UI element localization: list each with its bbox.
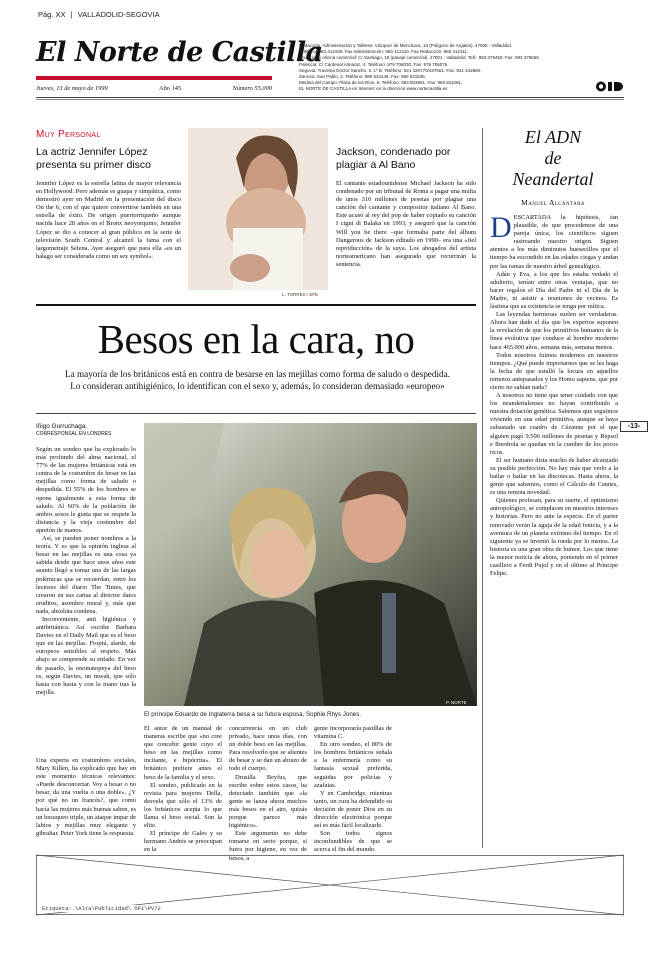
ojd-logo <box>595 80 623 93</box>
masthead-rule <box>36 76 272 80</box>
paragraph: A nosotros no tiene que tener cuidado con que los neandertalenses no hayan contribuido a nuestra dotación genética. Sabemos que seguimos viviendo en una edad primitiva, aunque se haya subastado un cuadro de Cézanne por el que alguien pagó 9.500 millones de pesetas y Repsol e Iberdrola se quedan en la cumbre de los pocos ricos. <box>490 392 618 456</box>
jackson-body <box>336 180 476 269</box>
imprint-line: Segovia: Travesía Doctor Sancho, 3. 1º B. Teléfono: 921 420770/437661. Fax: 921 442660. <box>299 67 482 73</box>
section-muy-personal-label: Muy Personal <box>36 129 101 140</box>
opinion-title-line: Neandertal <box>512 169 594 189</box>
paragraph: El sondeo, publicado en la revista para mujeres Della, desvela que sólo el 13% de los británicos acepta lo que llama el beso social. Son la elite. <box>144 781 222 830</box>
paragraph: concurrencia en un club privado, hace unos días, con un doble beso en las mejillas. Para resolverlo que se alientes de besar y se dan un abrazo de todo el cuerpo. <box>229 725 307 773</box>
header-rule-thin <box>36 99 624 100</box>
paragraph: Inconveniente, anti higiénica y antibritánica. Así escribe Barbara Davies en el Daily Mail que es el beso que en las mejillas. Froptú, alarde, de europeos sensibles al respeto. Más abajo se comprende su enfado. En vez de pasarlo, la onomatopeya del beso es, según Davies, un mwah, que sólo hasta con hasta y con la mano tras la mejilla. <box>36 615 136 696</box>
paragraph: En otro sondeo, el 80% de los hombres británicos señala a la enfermería como su fantasía sexual preferida, seguidas por policías y azafatas. <box>314 741 392 789</box>
jlo-photo-credit: L. TORRES / EFE <box>282 292 319 297</box>
footer-path: Etiqueta:.\Alta\Publicidad\ OF1\PV72 <box>42 905 161 912</box>
paragraph: Una experta en costumbres sociales, Mary Killen, ha explicado que hay en este momento técnicas relevantes: «Puede desconcertar. Voy a besar o no besar, da una vuelta o una doble». ¿Y por qué no un francés?, que como hacía las mujeres más buenas saben, es un besuqueo triple, un ataque impar de labios y mejillas muy elegante y gibraltar. Peter York tiene la respuesta. <box>36 757 136 837</box>
jlo-headline: La actriz Jennifer López presenta su primer disco <box>36 146 151 171</box>
issue-number: Número 55.000 <box>232 85 272 92</box>
paragraph: Todos nosotros fuimos modernos en nuestros tiempos. ¿Qué puede importarnos que se les haga la fecha de que estalló la locura en aquellos remotos antepasados y los Homo sapiens, que por cierto no sabían nada? <box>490 351 618 391</box>
muy-personal-rule <box>36 304 476 306</box>
masthead: El Norte de Castilla <box>36 37 323 68</box>
jackson-headline: Jackson, condenado por plagiar a Al Bano <box>336 146 451 171</box>
paragraph: Y en Cambridge, mientras tanto, un cura ha defendido su decisión de poner Dios en su dirección electrónica porque así es más fácil localizarle. <box>314 789 392 830</box>
dropcap: D <box>490 211 512 244</box>
main-col1b <box>36 757 136 847</box>
jlo-photo <box>188 128 328 290</box>
byline-name: Iñigo Gurruchaga. <box>36 423 88 430</box>
imprint-line: Palencia: C/ Cardenal Almaraz, 4. Teléfono: 979 706030. Fax: 979 706076. <box>299 61 449 67</box>
section-label: VALLADOLID-SEGOVIA <box>77 10 160 19</box>
imprint-line: Teléfono: 983 412100. Fax Administración: 983 412110. Fax Redacción: 983 412111. <box>299 49 469 55</box>
date-line <box>36 85 272 92</box>
paragraph: Las leyendas hermosas suelen ser verdaderas. Ahora han dado el día que los expertos suponen la revelación de que los primitivos humanos de la línea evolutiva que conduce al hombre moderno hace 465.000 años, semana más, semana menos. <box>490 311 618 351</box>
paragraph: gente incorporaría pastillas de vitamina C. <box>314 725 392 741</box>
paragraph: Son todos signos inconfundibles de que se acerca el fin del mundo. <box>314 830 392 854</box>
paragraph: Este argumento no debe tomarse en serio porque, si fuera por higiene, en vez de besos, a <box>229 830 307 862</box>
imprint-line: Redacción, Administración y Talleres: Vázquez de Menchaca, 10 (Polígono de Argales). 47008 - Valladolid. <box>299 43 512 48</box>
opinion-title-line: de <box>544 148 562 168</box>
paragraph: El autor de un manual de maneras escribe que «no cree que concebir gente cuyo el beso en las mejillas como incitante, e hipócrita». El británico prefiere antes el beso de la familia y el sexo. <box>144 725 222 781</box>
opinion-column-divider <box>482 128 483 848</box>
main-headline: Besos en la cara, no <box>97 316 415 362</box>
imprint-line: Anuncios y oficina comercial: C/ Santiago, 19 (pasaje comercial). 47001 - Valladolid. Telf.: 983 379450. Fax: 983 379550. <box>299 55 540 61</box>
issue-year: Año 145 <box>158 85 182 92</box>
opinion-title <box>488 127 618 190</box>
main-col2 <box>144 725 222 854</box>
main-col3 <box>229 725 307 862</box>
imprint-line: EL NORTE DE CASTILLA en Internet: en la dirección www.nortecastilla.es <box>299 86 448 92</box>
paragraph: Drusilla Beyfus, que escribe sobre estos casos, ha detectado también que «la gente se lanza ahora muchos más besos en el aire, quizás porque parece más higiénico». <box>229 773 307 830</box>
imprint-line: Zamora: San Pablo, 2. Teléfono: 980 534146. Fax: 980 531536. <box>299 74 427 80</box>
page-number-tab: -13- <box>620 421 648 432</box>
paragraph: El príncipe de Gales y su hermano Andrés se preocupan en la <box>144 830 222 854</box>
paragraph: El ser humano dista mucho de haber alcanzado su posible perfección. No hay más que verlo a la bailar o bailar en las discotecas. Hasta ahora, la gente que sabemos, como el Cálculo de Cannes, es una remota novedad. <box>490 456 618 497</box>
opinion-body <box>490 211 618 847</box>
main-photo-credit: P. NORTE <box>446 700 467 705</box>
main-photo-caption: El príncipe Eduardo de Inglaterra besa a su futura esposa, Sophie Rhys Jones. <box>144 711 362 718</box>
byline <box>36 423 136 437</box>
paragraph: El cantante estadounidense Michael Jackson ha sido condenado por un tribunal de Roma a pagar una multa de unos 310 millones de pesetas por plagiar una canción del cantante y compositor italiano Al Bano. Este acusó al rey del pop de haber copiado su canción I cigni di Balaka en 1993, y aseguró que la canción Will you be there –que formaba parte del álbum Dangerous de Jackson editado en 1990– era una «fiel reproducción» de la suya. Los abogados del artista norteamericano han asegurado que recurrirán la sentencia. <box>336 180 476 268</box>
paragraph: Jennifer López es la estrella latina de mayor relevancia en Hollywood. Pero además es guapa y simpática, como demostró ayer en Madrid en la presentación del disco On the 6, con el que quiere convertirse también en una estrella de éxito. De origen puertorriqueño aunque nacida hace 28 años en el Bronx neoyorquino, Jennifer López se dio a conocer al gran público en la serie de televisión South Central y alcanzó la fama con el largometraje Selena. Ayer aseguró que para ella «es un halago ser considerada como un sex symbol». <box>36 180 181 260</box>
imprint-line: Medina del Campo: Plaza de los Ríos, 6. Teléfono: 983 803861. Fax: 983 811091. <box>299 80 463 86</box>
page-number-label: Pág. XX <box>38 10 66 19</box>
paragraph: Según un sondeo que ha explorado lo más profundo del alma nacional, el 77% de las mujeres británicas está en contra de la costumbre de besar en las mejillas como forma de saludo o despedida. El 55% de los hombres se opone igualmente a esta forma de saludo. Al 60% de la población de ambos sexos le gusta que se respete la distancia y la vieja costumbre del apretón de manos. <box>36 446 136 534</box>
main-subhead-rule <box>36 413 476 414</box>
paragraph: Quienes profesan, para su suerte, el optimismo antropológico, se complacen en nuestros intereses y historias. Pero no ante la especie. En el parter renovado verán la aguja de la edad fenicia, y a la aventura de un planeta extremo del tiempo. En el siguiente ya se inventó la rueda por lo menos. La historia es una gran obra de humor. Los que tiene la menor noticia de ahora, poniendo en el primer casillero a Ferdi Pujol y en el último al Príncipe Felipe. <box>490 497 618 578</box>
paragraph: ESCARTADA la hipótesis, tan plausible, de que procedemos de una pareja única, los científicos siguen rastreando nuestro origen. Siguen atentos a los más diminutos huesecillos que el tiempo ha escondido en las edades ciegas y andan por las ramas de nuestro árbol genealógico. <box>490 214 618 270</box>
page-label: Pág. XX | VALLADOLID-SEGOVIA <box>38 10 160 19</box>
main-subhead: La mayoría de los británicos está en contra de besarse en las mejillas como forma de saludo o despedida. Lo consideran antihigiénico, lo identifican con el sexo y, además, lo consideran demasiado «europeo» <box>65 369 450 391</box>
jlo-body <box>36 180 181 261</box>
opinion-author: Manuel Alcántara <box>521 198 585 207</box>
main-col4 <box>314 725 392 854</box>
paragraph: Adán y Eva, a los que les estaba vedado el adulterio, tenían entre otras ventajas, que no hacer regalos el Día del Padre ni el Día de la Madre, ni asistir a reuniones de vecinos. Es lástima que su existencia se tenga por mítica. <box>490 270 618 311</box>
opinion-title-line: El ADN <box>524 127 582 147</box>
main-col1 <box>36 446 136 751</box>
paragraph: Así, se pueden poner nombres a la teoría. Y es que la opinión inglesa al besar en las mejillas es una cosa ya sabida desde que hace unos años este asunto llegó a tomar una de las largas polémicas que se recuerdan, entre los lectores del diario The Times, que crearon en sus cartas al director datos eruditos, asombro moral y, más que nada, absoluta condena. <box>36 535 136 615</box>
header-rule <box>36 97 624 98</box>
imprint-block <box>299 43 589 93</box>
main-photo <box>144 423 477 706</box>
byline-role: CORRESPONSAL EN LONDRES <box>36 431 112 437</box>
issue-date: Jueves, 13 de mayo de 1999 <box>36 85 108 92</box>
